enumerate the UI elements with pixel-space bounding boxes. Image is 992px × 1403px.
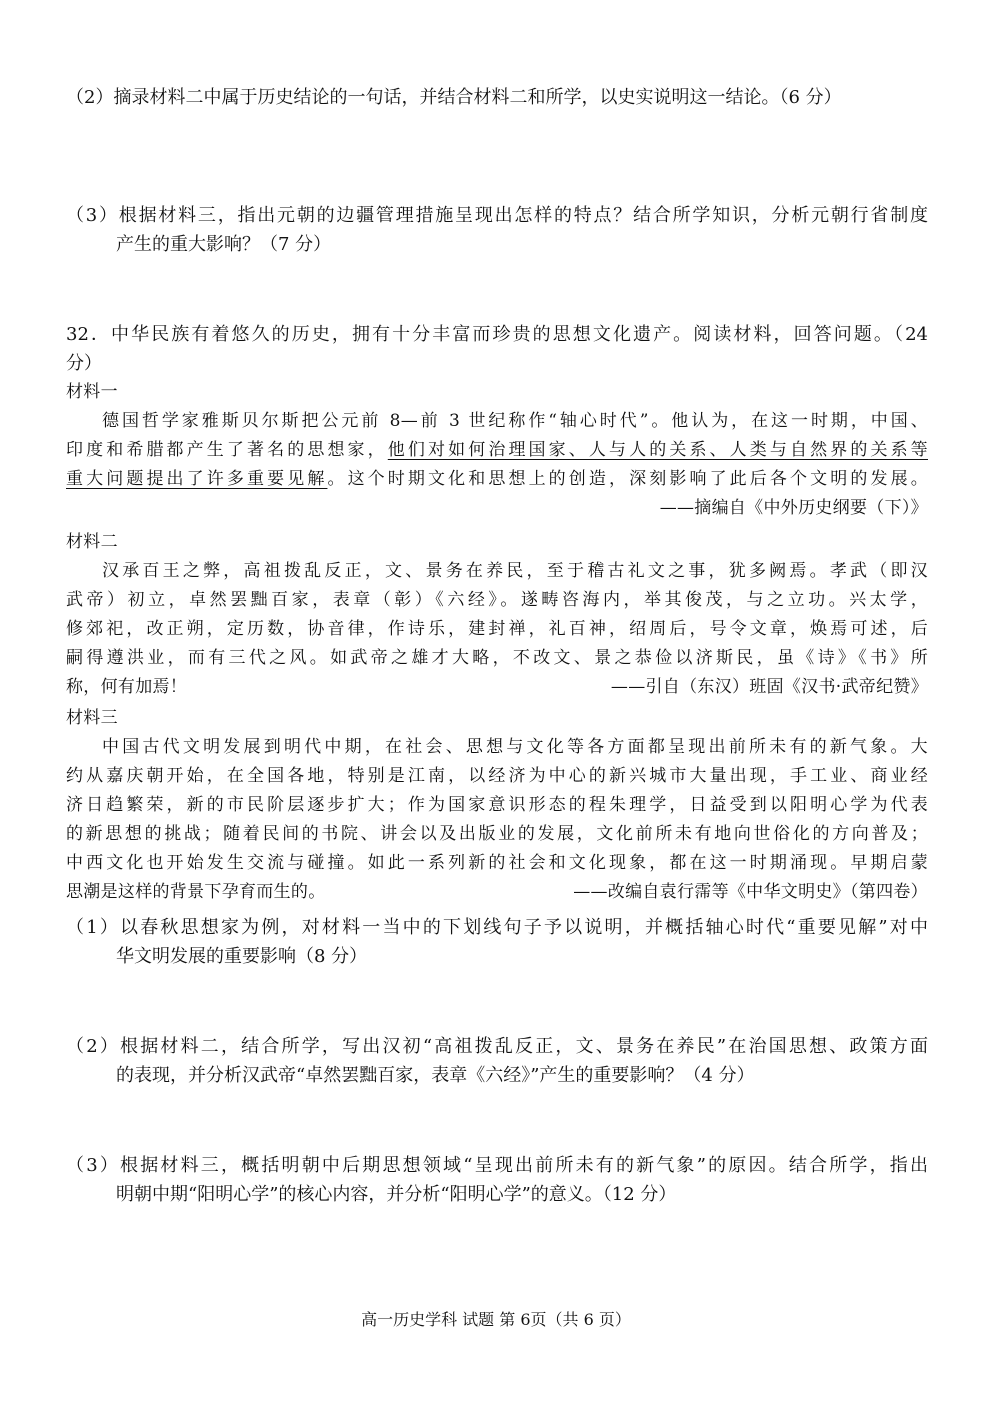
- page-footer: 高一历史学科 试题 第 6页（共 6 页）: [361, 1310, 631, 1329]
- material-2-heading: 材料二: [66, 532, 118, 552]
- material-1-source: ——摘编自《中外历史纲要（下）》: [659, 498, 928, 518]
- q32-part2-line2: 的表现，并分析汉武帝“卓然罢黜百家，表章《六经》”产生的重要影响？（4 分）: [116, 1065, 755, 1086]
- q32-part3-line1: （3）根据材料三，概括明朝中后期思想领域“呈现出前所未有的新气象”的原因。结合所学，指出: [66, 1155, 928, 1176]
- q32-part3: [66, 1151, 928, 1209]
- material-1-heading: 材料一: [66, 382, 118, 402]
- material-2: [66, 528, 928, 702]
- material-3-line6-text: 思潮是这样的背景下孕育而生的。: [66, 882, 326, 902]
- material-2-line5-text: 称，何有加焉！: [66, 677, 188, 697]
- q32-part2-line1: （2）根据材料二，结合所学，写出汉初“高祖拨乱反正，文、景务在养民”在治国思想、政策方面: [66, 1036, 928, 1057]
- material-1-underlined-b: 重大问题提出了许多重要见解: [66, 469, 328, 489]
- material-1-line2-text: 印度和希腊都产生了著名的思想家，: [66, 440, 388, 460]
- q32-stem: [66, 320, 928, 378]
- q32-part1: [66, 913, 928, 971]
- material-1-line1: 德国哲学家雅斯贝尔斯把公元前 8—前 3 世纪称作“轴心时代”。他认为，在这一时期，中国、: [102, 411, 928, 431]
- material-2-line3: 修郊祀，改正朔，定历数，协音律，作诗乐，建封禅，礼百神，绍周后，号令文章，焕焉可述，后: [66, 619, 928, 639]
- q31-part3: [66, 201, 928, 259]
- material-3-line3: 济日趋繁荣，新的市民阶层逐步扩大；作为国家意识形态的程朱理学，日益受到以阳明心学为代表: [66, 795, 928, 815]
- material-1-line3-text: 。这个时期文化和思想上的创造，深刻影响了此后各个文明的发展。: [327, 469, 928, 489]
- material-2-source: ——引自（东汉）班固《汉书·武帝纪赞》: [610, 677, 928, 697]
- q32-part1-line1: （1）以春秋思想家为例，对材料一当中的下划线句子予以说明，并概括轴心时代“重要见解”对中: [66, 917, 928, 938]
- material-3-line5: 中西文化也开始发生交流与碰撞。如此一系列新的社会和文化现象，都在这一时期涌现。早期启蒙: [66, 853, 928, 873]
- q32-stem-line1: 32．中华民族有着悠久的历史，拥有十分丰富而珍贵的思想文化遗产。阅读材料，回答问题。（24: [66, 324, 928, 345]
- material-2-line1: 汉承百王之弊，高祖拨乱反正，文、景务在养民，至于稽古礼文之事，犹多阙焉。孝武（即汉: [102, 561, 928, 581]
- q31-part3-line1: （3）根据材料三，指出元朝的边疆管理措施呈现出怎样的特点？结合所学知识，分析元朝行省制度: [66, 205, 928, 226]
- material-3-line1: 中国古代文明发展到明代中期，在社会、思想与文化等各方面都呈现出前所未有的新气象。大: [102, 737, 928, 757]
- material-2-line4: 嗣得遵洪业，而有三代之风。如武帝之雄才大略，不改文、景之恭俭以济斯民，虽《诗》《书》所: [66, 648, 928, 668]
- q31-part2: （2）摘录材料二中属于历史结论的一句话，并结合材料二和所学，以史实说明这一结论。（6 分）: [66, 87, 842, 108]
- material-2-line2: 武帝）初立，卓然罢黜百家，表章（彰）《六经》。遂畴咨海内，举其俊茂，与之立功。兴太学，: [66, 590, 928, 610]
- q32-part3-line2: 明朝中期“阳明心学”的核心内容，并分析“阳明心学”的意义。（12 分）: [116, 1184, 677, 1205]
- material-3-heading: 材料三: [66, 708, 118, 728]
- material-3-source: ——改编自袁行霈等《中华文明史》（第四卷）: [573, 882, 928, 902]
- material-2-line5: [66, 673, 928, 702]
- q32-stem-line2: 分）: [66, 353, 102, 374]
- material-1-line3: [66, 465, 928, 494]
- q32-part2: [66, 1032, 928, 1090]
- q32-part1-line2: 华文明发展的重要影响（8 分）: [116, 946, 368, 967]
- q31-part3-line2: 产生的重大影响？（7 分）: [116, 234, 332, 255]
- material-3-line4: 的新思想的挑战；随着民间的书院、讲会以及出版业的发展，文化前所未有地向世俗化的方向普及；: [66, 824, 928, 844]
- material-3: [66, 704, 928, 907]
- material-1-underlined-a: 他们对如何治理国家、人与人的关系、人类与自然界的关系等: [387, 440, 928, 460]
- material-1: [66, 378, 928, 523]
- material-3-line2: 约从嘉庆朝开始，在全国各地，特别是江南，以经济为中心的新兴城市大量出现，手工业、商业经: [66, 766, 928, 786]
- material-1-line2: [66, 436, 928, 465]
- material-3-line6: [66, 878, 928, 907]
